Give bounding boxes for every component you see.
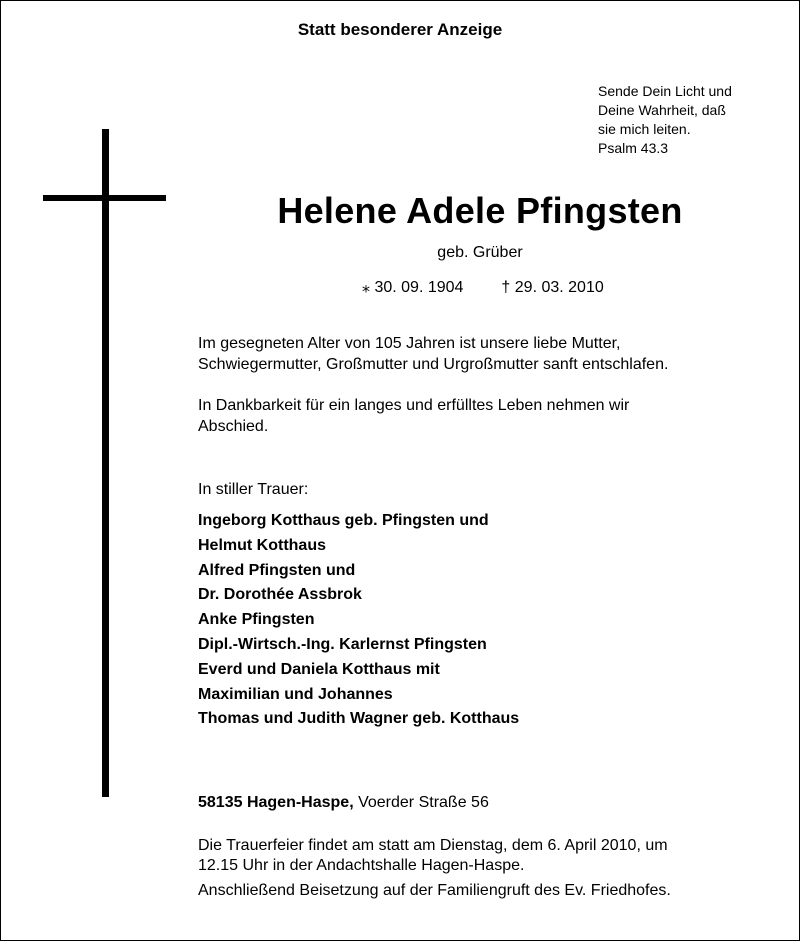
mourner-name: Ingeborg Kotthaus geb. Pfingsten und [198, 512, 489, 529]
announcement-paragraph [198, 333, 668, 375]
address-city: 58135 Hagen-Haspe, [198, 794, 354, 811]
psalm-source: Psalm 43.3 [598, 140, 669, 156]
death-cross-icon: † [501, 279, 511, 296]
burial-info: Anschließend Beisetzung auf der Familiengruft des Ev. Friedhofes. [198, 882, 671, 899]
mourner-name: Alfred Pfingsten und [198, 561, 356, 579]
ceremony-info [198, 836, 668, 876]
psalm-quote [598, 82, 732, 158]
paragraph-line: Abschied. [198, 418, 269, 435]
birth-star-icon: ⁎ [362, 279, 370, 296]
gratitude-paragraph [198, 395, 629, 437]
psalm-line: Sende Dein Licht und [598, 83, 732, 99]
mourner-name: Dr. Dorothée Assbrok [198, 586, 362, 604]
mourner-name: Dipl.-Wirtsch.-Ing. Karlernst Pfingsten [198, 635, 487, 653]
mourning-intro: In stiller Trauer: [198, 481, 309, 498]
psalm-line: sie mich leiten. [598, 121, 691, 137]
life-dates [362, 277, 604, 297]
psalm-line: Deine Wahrheit, daß [598, 102, 726, 118]
ceremony-line: Die Trauerfeier findet am statt am Dienstag, dem 6. April 2010, um [198, 837, 668, 854]
family-address [198, 794, 489, 812]
mourner-name: Everd und Daniela Kotthaus mit [198, 660, 440, 678]
paragraph-line: Im gesegneten Alter von 105 Jahren ist unsere liebe Mutter, [198, 335, 621, 352]
mourner-name: Thomas und Judith Wagner geb. Kotthaus [198, 710, 520, 728]
birth-name: geb. Grüber [437, 244, 523, 261]
paragraph-line: In Dankbarkeit für ein langes und erfülltes Leben nehmen wir [198, 397, 630, 414]
mourner-name: Anke Pfingsten [198, 611, 315, 629]
mourner-name: Helmut Kotthaus [198, 536, 326, 554]
mourner-name: Maximilian und Johannes [198, 685, 393, 703]
mourners-list [198, 509, 519, 732]
paragraph-line: Schwiegermutter, Großmutter und Urgroßmutter sanft entschlafen. [198, 356, 669, 373]
deceased-name: Helene Adele Pfingsten [277, 190, 683, 231]
birth-date: 30. 09. 1904 [374, 279, 464, 296]
death-date: 29. 03. 2010 [514, 279, 604, 296]
ceremony-line: 12.15 Uhr in der Andachtshalle Hagen-Haspe. [198, 857, 525, 874]
address-street: Voerder Straße 56 [358, 794, 489, 811]
notice-header: Statt besonderer Anzeige [297, 20, 503, 39]
